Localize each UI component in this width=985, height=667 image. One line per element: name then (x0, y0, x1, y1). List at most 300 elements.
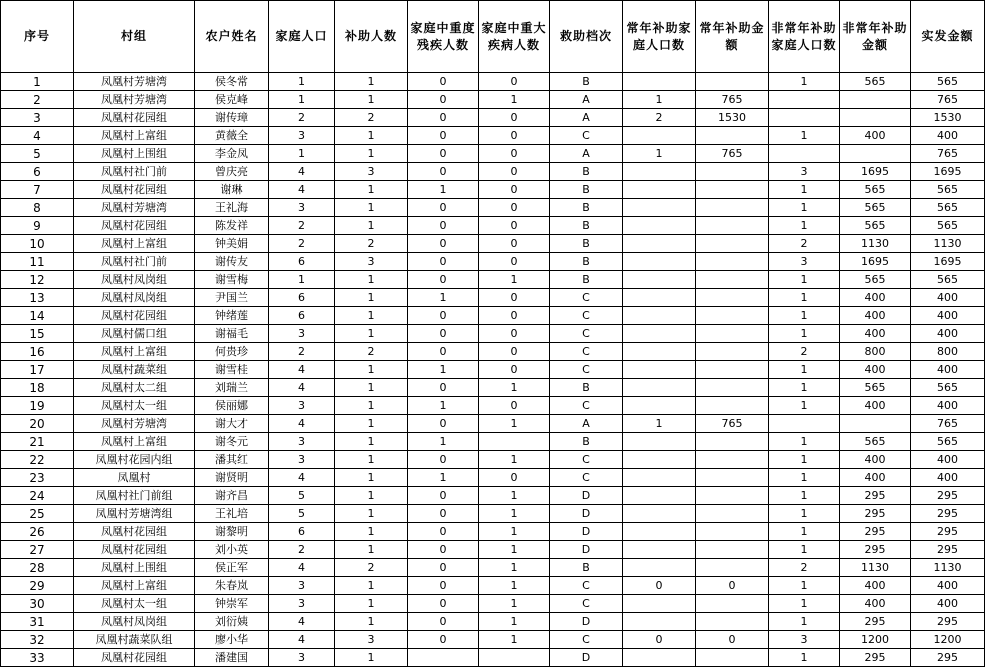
family-size-cell: 4 (269, 163, 335, 181)
irregular-amount-cell: 565 (840, 199, 911, 217)
disability-count-cell: 0 (408, 91, 479, 109)
household-name-cell: 侯丽娜 (195, 397, 269, 415)
irregular-amount-cell: 1695 (840, 253, 911, 271)
household-name-cell: 何贵珍 (195, 343, 269, 361)
household-name-cell: 黄薇全 (195, 127, 269, 145)
irregular-amount-cell: 1695 (840, 163, 911, 181)
regular-amount-cell: 765 (696, 415, 769, 433)
irregular-amount-cell: 400 (840, 127, 911, 145)
actual-amount-cell: 400 (911, 595, 985, 613)
irregular-family-count-cell (769, 109, 840, 127)
irregular-amount-cell: 400 (840, 397, 911, 415)
regular-family-count-cell (623, 163, 696, 181)
actual-amount-cell: 565 (911, 379, 985, 397)
illness-count-cell: 0 (479, 253, 550, 271)
family-size-cell: 4 (269, 181, 335, 199)
illness-count-cell: 1 (479, 451, 550, 469)
family-size-cell: 4 (269, 559, 335, 577)
relief-level-cell: D (550, 541, 623, 559)
serial-cell: 5 (1, 145, 74, 163)
irregular-amount-cell: 565 (840, 73, 911, 91)
subsidized-count-cell: 2 (335, 343, 408, 361)
subsidized-count-cell: 1 (335, 433, 408, 451)
regular-amount-cell (696, 613, 769, 631)
household-name-cell: 刘瑞兰 (195, 379, 269, 397)
regular-family-count-cell (623, 523, 696, 541)
serial-cell: 3 (1, 109, 74, 127)
family-size-cell: 1 (269, 91, 335, 109)
irregular-family-count-cell: 1 (769, 613, 840, 631)
disability-count-cell: 0 (408, 271, 479, 289)
village-group-cell: 凤凰村儒口组 (74, 325, 195, 343)
village-group-cell: 凤凰村上围组 (74, 559, 195, 577)
serial-cell: 7 (1, 181, 74, 199)
subsidized-count-cell: 1 (335, 217, 408, 235)
regular-amount-cell (696, 559, 769, 577)
regular-amount-cell (696, 253, 769, 271)
illness-count-cell: 0 (479, 361, 550, 379)
irregular-family-count-cell: 1 (769, 649, 840, 667)
table-row (1, 361, 985, 379)
household-name-cell: 王礼培 (195, 505, 269, 523)
actual-amount-cell: 400 (911, 127, 985, 145)
actual-amount-cell: 295 (911, 505, 985, 523)
regular-amount-cell: 0 (696, 631, 769, 649)
household-name-cell: 潘其红 (195, 451, 269, 469)
table-row (1, 559, 985, 577)
relief-level-cell: C (550, 361, 623, 379)
irregular-amount-cell (840, 145, 911, 163)
family-size-cell: 1 (269, 145, 335, 163)
illness-count-cell: 1 (479, 577, 550, 595)
regular-family-count-cell (623, 127, 696, 145)
regular-amount-cell (696, 217, 769, 235)
serial-cell: 20 (1, 415, 74, 433)
household-name-cell: 谢雪梅 (195, 271, 269, 289)
actual-amount-cell: 765 (911, 415, 985, 433)
village-group-cell: 凤凰村芳塘湾 (74, 199, 195, 217)
disability-count-cell: 0 (408, 325, 479, 343)
disability-count-cell: 0 (408, 163, 479, 181)
household-name-cell: 钟美娟 (195, 235, 269, 253)
regular-family-count-cell (623, 433, 696, 451)
subsidized-count-cell: 1 (335, 289, 408, 307)
family-size-cell: 2 (269, 217, 335, 235)
relief-level-cell: C (550, 289, 623, 307)
table-row (1, 271, 985, 289)
irregular-family-count-cell (769, 91, 840, 109)
irregular-family-count-cell: 1 (769, 217, 840, 235)
family-size-cell: 3 (269, 325, 335, 343)
serial-cell: 13 (1, 289, 74, 307)
regular-amount-cell (696, 289, 769, 307)
disability-count-cell: 0 (408, 415, 479, 433)
household-name-cell: 钟崇军 (195, 595, 269, 613)
table-row (1, 433, 985, 451)
family-size-cell: 3 (269, 199, 335, 217)
actual-amount-cell: 565 (911, 217, 985, 235)
family-size-cell: 3 (269, 649, 335, 667)
regular-family-count-cell (623, 559, 696, 577)
irregular-amount-cell: 400 (840, 289, 911, 307)
table-row (1, 109, 985, 127)
irregular-family-count-cell: 1 (769, 433, 840, 451)
household-name-cell: 谢贤明 (195, 469, 269, 487)
table-row (1, 487, 985, 505)
irregular-amount-cell: 565 (840, 271, 911, 289)
actual-amount-cell: 295 (911, 487, 985, 505)
irregular-amount-cell: 565 (840, 217, 911, 235)
regular-family-count-cell (623, 325, 696, 343)
illness-count-cell: 1 (479, 595, 550, 613)
regular-amount-cell: 0 (696, 577, 769, 595)
disability-count-cell: 0 (408, 199, 479, 217)
irregular-family-count-cell: 1 (769, 541, 840, 559)
subsidized-count-cell: 1 (335, 271, 408, 289)
serial-cell: 14 (1, 307, 74, 325)
actual-amount-cell: 565 (911, 181, 985, 199)
table-row (1, 253, 985, 271)
disability-count-cell: 0 (408, 235, 479, 253)
regular-family-count-cell (623, 307, 696, 325)
irregular-amount-cell: 295 (840, 649, 911, 667)
serial-cell: 15 (1, 325, 74, 343)
subsidized-count-cell: 1 (335, 613, 408, 631)
regular-family-count-cell (623, 649, 696, 667)
irregular-family-count-cell: 1 (769, 487, 840, 505)
serial-cell: 21 (1, 433, 74, 451)
regular-family-count-cell: 0 (623, 631, 696, 649)
table-row (1, 451, 985, 469)
irregular-amount-cell: 400 (840, 307, 911, 325)
serial-cell: 16 (1, 343, 74, 361)
village-group-cell: 凤凰村蔬菜队组 (74, 631, 195, 649)
actual-amount-cell: 565 (911, 73, 985, 91)
disability-count-cell: 0 (408, 73, 479, 91)
header-cell: 家庭中重度残疾人数 (408, 1, 479, 73)
household-name-cell: 谢传璋 (195, 109, 269, 127)
regular-amount-cell (696, 307, 769, 325)
actual-amount-cell: 800 (911, 343, 985, 361)
table-body (1, 73, 985, 667)
relief-level-cell: B (550, 253, 623, 271)
serial-cell: 26 (1, 523, 74, 541)
regular-amount-cell (696, 343, 769, 361)
subsidized-count-cell: 2 (335, 559, 408, 577)
illness-count-cell: 0 (479, 145, 550, 163)
subsidized-count-cell: 1 (335, 487, 408, 505)
serial-cell: 23 (1, 469, 74, 487)
table-row (1, 343, 985, 361)
family-size-cell: 4 (269, 361, 335, 379)
irregular-amount-cell: 400 (840, 451, 911, 469)
irregular-family-count-cell: 1 (769, 505, 840, 523)
actual-amount-cell: 400 (911, 469, 985, 487)
disability-count-cell: 0 (408, 595, 479, 613)
subsidized-count-cell: 3 (335, 163, 408, 181)
regular-amount-cell (696, 541, 769, 559)
village-group-cell: 凤凰村上富组 (74, 577, 195, 595)
illness-count-cell: 0 (479, 217, 550, 235)
relief-level-cell: B (550, 271, 623, 289)
village-group-cell: 凤凰村上富组 (74, 343, 195, 361)
regular-amount-cell: 1530 (696, 109, 769, 127)
subsidized-count-cell: 1 (335, 505, 408, 523)
serial-cell: 25 (1, 505, 74, 523)
disability-count-cell: 0 (408, 109, 479, 127)
disability-count-cell: 0 (408, 217, 479, 235)
serial-cell: 32 (1, 631, 74, 649)
disability-count-cell: 0 (408, 559, 479, 577)
family-size-cell: 3 (269, 451, 335, 469)
illness-count-cell: 1 (479, 271, 550, 289)
actual-amount-cell: 1130 (911, 559, 985, 577)
irregular-amount-cell: 1200 (840, 631, 911, 649)
regular-amount-cell (696, 379, 769, 397)
serial-cell: 30 (1, 595, 74, 613)
illness-count-cell: 0 (479, 325, 550, 343)
disability-count-cell: 1 (408, 433, 479, 451)
actual-amount-cell: 400 (911, 361, 985, 379)
subsidized-count-cell: 1 (335, 469, 408, 487)
illness-count-cell: 0 (479, 199, 550, 217)
family-size-cell: 2 (269, 541, 335, 559)
relief-level-cell: C (550, 397, 623, 415)
illness-count-cell: 0 (479, 397, 550, 415)
actual-amount-cell: 400 (911, 577, 985, 595)
actual-amount-cell: 295 (911, 523, 985, 541)
illness-count-cell (479, 649, 550, 667)
household-name-cell: 李金凤 (195, 145, 269, 163)
disability-count-cell: 0 (408, 127, 479, 145)
village-group-cell: 凤凰村上富组 (74, 235, 195, 253)
table-row (1, 577, 985, 595)
regular-family-count-cell (623, 469, 696, 487)
subsidized-count-cell: 2 (335, 235, 408, 253)
family-size-cell: 4 (269, 631, 335, 649)
actual-amount-cell: 400 (911, 307, 985, 325)
serial-cell: 22 (1, 451, 74, 469)
subsidized-count-cell: 1 (335, 127, 408, 145)
regular-amount-cell (696, 73, 769, 91)
family-size-cell: 4 (269, 379, 335, 397)
subsidized-count-cell: 1 (335, 577, 408, 595)
irregular-amount-cell: 295 (840, 523, 911, 541)
actual-amount-cell: 765 (911, 91, 985, 109)
irregular-amount-cell: 800 (840, 343, 911, 361)
irregular-family-count-cell: 2 (769, 559, 840, 577)
subsidized-count-cell: 1 (335, 451, 408, 469)
illness-count-cell: 0 (479, 73, 550, 91)
irregular-family-count-cell: 3 (769, 253, 840, 271)
disability-count-cell: 0 (408, 577, 479, 595)
relief-level-cell: C (550, 451, 623, 469)
household-name-cell: 谢大才 (195, 415, 269, 433)
village-group-cell: 凤凰村社门前 (74, 163, 195, 181)
serial-cell: 28 (1, 559, 74, 577)
family-size-cell: 3 (269, 577, 335, 595)
illness-count-cell: 1 (479, 505, 550, 523)
table-row (1, 163, 985, 181)
village-group-cell: 凤凰村花园组 (74, 523, 195, 541)
irregular-amount-cell: 1130 (840, 559, 911, 577)
table-row (1, 541, 985, 559)
regular-amount-cell (696, 505, 769, 523)
regular-amount-cell (696, 235, 769, 253)
subsidized-count-cell: 1 (335, 73, 408, 91)
disability-count-cell: 1 (408, 397, 479, 415)
table-row (1, 613, 985, 631)
actual-amount-cell: 565 (911, 271, 985, 289)
header-cell: 非常年补助金额 (840, 1, 911, 73)
family-size-cell: 3 (269, 127, 335, 145)
table-row (1, 73, 985, 91)
table-row (1, 181, 985, 199)
household-name-cell: 谢雪桂 (195, 361, 269, 379)
table-row (1, 145, 985, 163)
regular-family-count-cell (623, 613, 696, 631)
village-group-cell: 凤凰村上围组 (74, 145, 195, 163)
serial-cell: 2 (1, 91, 74, 109)
table-row (1, 595, 985, 613)
serial-cell: 10 (1, 235, 74, 253)
irregular-family-count-cell: 1 (769, 397, 840, 415)
regular-family-count-cell (623, 289, 696, 307)
regular-amount-cell: 765 (696, 145, 769, 163)
serial-cell: 11 (1, 253, 74, 271)
regular-family-count-cell (623, 397, 696, 415)
actual-amount-cell: 1695 (911, 163, 985, 181)
irregular-amount-cell: 295 (840, 613, 911, 631)
village-group-cell: 凤凰村花园组 (74, 181, 195, 199)
household-name-cell: 曾庆亮 (195, 163, 269, 181)
relief-level-cell: A (550, 91, 623, 109)
table-row (1, 523, 985, 541)
subsidized-count-cell: 1 (335, 199, 408, 217)
disability-count-cell: 0 (408, 145, 479, 163)
serial-cell: 18 (1, 379, 74, 397)
relief-level-cell: D (550, 487, 623, 505)
actual-amount-cell: 765 (911, 145, 985, 163)
disability-count-cell: 0 (408, 631, 479, 649)
header-cell: 家庭中重大疾病人数 (479, 1, 550, 73)
village-group-cell: 凤凰村花园组 (74, 109, 195, 127)
family-size-cell: 3 (269, 397, 335, 415)
regular-family-count-cell (623, 451, 696, 469)
regular-family-count-cell (623, 505, 696, 523)
illness-count-cell: 1 (479, 91, 550, 109)
subsidized-count-cell: 1 (335, 181, 408, 199)
header-cell: 补助人数 (335, 1, 408, 73)
relief-level-cell: C (550, 307, 623, 325)
irregular-family-count-cell: 1 (769, 181, 840, 199)
disability-count-cell: 0 (408, 253, 479, 271)
subsidized-count-cell: 1 (335, 523, 408, 541)
village-group-cell: 凤凰村上富组 (74, 127, 195, 145)
family-size-cell: 4 (269, 415, 335, 433)
regular-amount-cell (696, 181, 769, 199)
illness-count-cell: 1 (479, 541, 550, 559)
relief-level-cell: C (550, 325, 623, 343)
serial-cell: 12 (1, 271, 74, 289)
irregular-family-count-cell (769, 415, 840, 433)
regular-family-count-cell (623, 487, 696, 505)
subsidized-count-cell: 1 (335, 307, 408, 325)
irregular-amount-cell: 400 (840, 361, 911, 379)
irregular-family-count-cell: 1 (769, 307, 840, 325)
serial-cell: 8 (1, 199, 74, 217)
table-row (1, 469, 985, 487)
household-name-cell: 侯冬常 (195, 73, 269, 91)
subsidized-count-cell: 2 (335, 109, 408, 127)
village-group-cell: 凤凰村花园组 (74, 217, 195, 235)
regular-amount-cell (696, 271, 769, 289)
irregular-family-count-cell: 1 (769, 361, 840, 379)
serial-cell: 29 (1, 577, 74, 595)
regular-family-count-cell (623, 253, 696, 271)
irregular-family-count-cell: 1 (769, 271, 840, 289)
header-cell: 农户姓名 (195, 1, 269, 73)
family-size-cell: 6 (269, 253, 335, 271)
actual-amount-cell: 565 (911, 433, 985, 451)
table-row (1, 505, 985, 523)
relief-level-cell: A (550, 109, 623, 127)
regular-family-count-cell (623, 217, 696, 235)
irregular-family-count-cell: 1 (769, 73, 840, 91)
household-name-cell: 谢齐昌 (195, 487, 269, 505)
family-size-cell: 4 (269, 613, 335, 631)
household-name-cell: 谢黎明 (195, 523, 269, 541)
subsidized-count-cell: 1 (335, 541, 408, 559)
illness-count-cell: 0 (479, 307, 550, 325)
relief-level-cell: C (550, 631, 623, 649)
family-size-cell: 2 (269, 343, 335, 361)
header-cell: 常年补助金额 (696, 1, 769, 73)
regular-family-count-cell (623, 541, 696, 559)
actual-amount-cell: 295 (911, 649, 985, 667)
illness-count-cell: 0 (479, 181, 550, 199)
illness-count-cell: 0 (479, 343, 550, 361)
irregular-amount-cell: 400 (840, 325, 911, 343)
regular-family-count-cell (623, 181, 696, 199)
actual-amount-cell: 400 (911, 451, 985, 469)
subsidized-count-cell: 1 (335, 397, 408, 415)
family-size-cell: 6 (269, 289, 335, 307)
family-size-cell: 5 (269, 487, 335, 505)
serial-cell: 19 (1, 397, 74, 415)
illness-count-cell: 1 (479, 559, 550, 577)
village-group-cell: 凤凰村花园组 (74, 649, 195, 667)
regular-family-count-cell: 0 (623, 577, 696, 595)
illness-count-cell: 1 (479, 523, 550, 541)
irregular-amount-cell (840, 109, 911, 127)
household-name-cell: 潘建国 (195, 649, 269, 667)
relief-level-cell: D (550, 613, 623, 631)
relief-level-cell: D (550, 505, 623, 523)
relief-level-cell: B (550, 181, 623, 199)
regular-family-count-cell (623, 199, 696, 217)
serial-cell: 4 (1, 127, 74, 145)
subsidized-count-cell: 1 (335, 145, 408, 163)
family-size-cell: 1 (269, 271, 335, 289)
relief-level-cell: D (550, 649, 623, 667)
relief-level-cell: A (550, 145, 623, 163)
subsidized-count-cell: 1 (335, 595, 408, 613)
header-cell: 实发金额 (911, 1, 985, 73)
village-group-cell: 凤凰村凤岗组 (74, 289, 195, 307)
village-group-cell: 凤凰村花园组 (74, 307, 195, 325)
irregular-amount-cell (840, 415, 911, 433)
